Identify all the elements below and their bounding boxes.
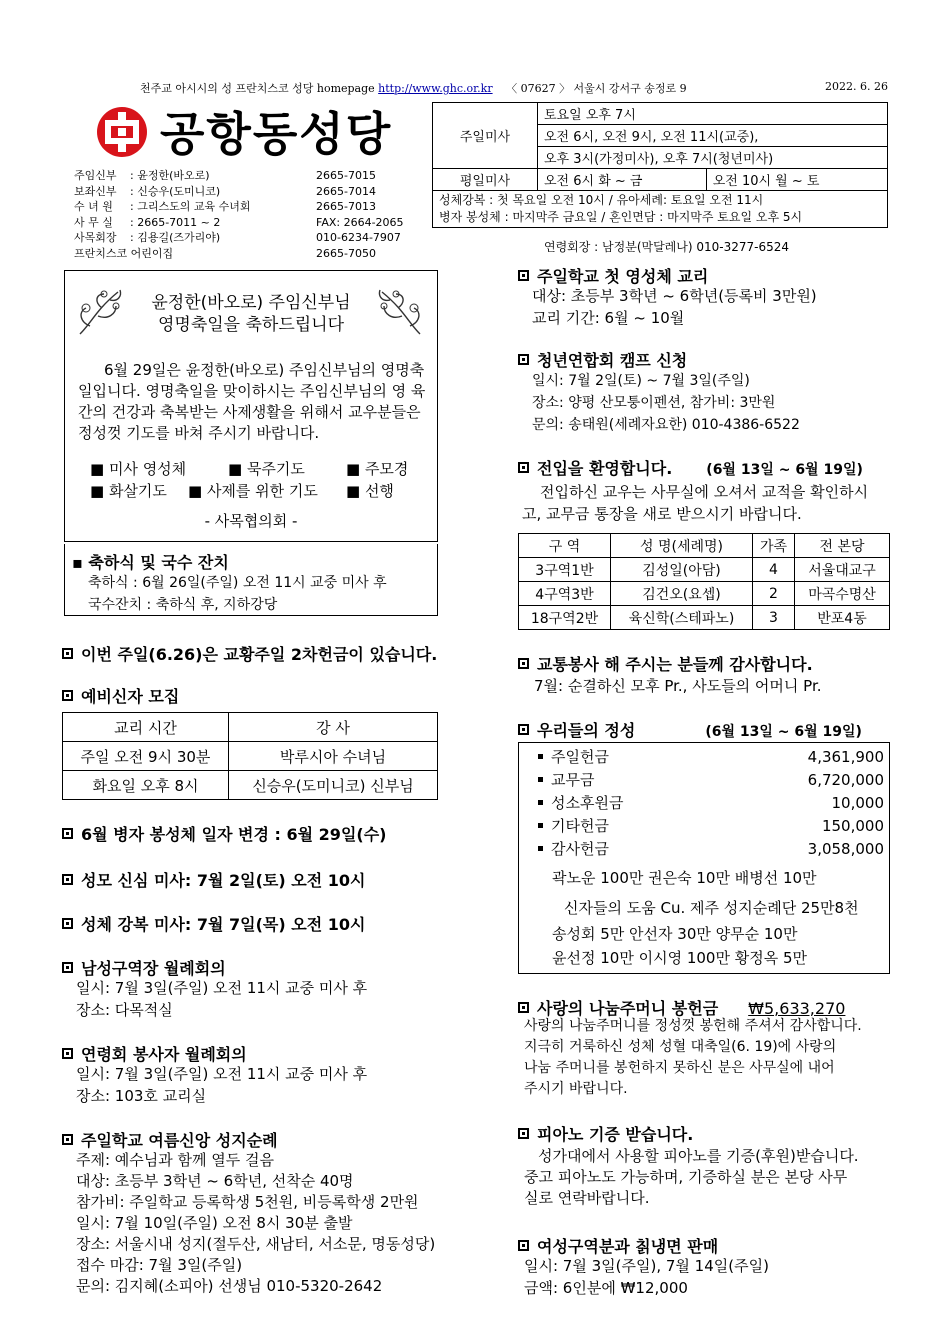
staff-phone: FAX: 2664-2065 xyxy=(316,215,404,229)
offering-row xyxy=(538,838,884,861)
sunday-mass-label: 주일미사 xyxy=(433,103,538,169)
offering-row xyxy=(538,792,884,815)
staff-phone: 2665-7050 xyxy=(316,246,376,260)
noodle-sale-line: 일시: 7월 3일(주일), 7월 14일(주일) xyxy=(524,1257,769,1275)
donor-line: 신자들의 도움 Cu. 제주 성지순례단 25만8천 xyxy=(564,899,859,917)
staff-role: 수 녀 원 xyxy=(74,200,113,213)
table-row xyxy=(63,742,438,771)
staff-name: : 신승우(도미니코) xyxy=(130,184,221,198)
table-header: 구 역 xyxy=(519,534,611,558)
youth-camp-line: 일시: 7월 2일(토) ~ 7월 3일(주일) xyxy=(532,373,750,389)
staff-phone: 2665-7013 xyxy=(316,200,376,213)
pilgrimage-line: 문의: 김지혜(소피아) 선생님 010-5320-2642 xyxy=(76,1277,383,1295)
staff-name: : 김용길(즈가리야) xyxy=(130,231,221,244)
bullet-icon xyxy=(62,690,73,701)
staff-phone: 2665-7014 xyxy=(316,184,376,198)
sacrament-line: 성체강복 : 첫 목요일 오전 10시 / 유아세례: 토요일 오전 11시 xyxy=(439,193,764,207)
bullet-icon xyxy=(518,724,529,735)
men-meeting-line: 장소: 다목적실 xyxy=(76,1001,173,1019)
funeral-committee-contact: 연령회장 : 남정분(막달레나) 010-3277-6524 xyxy=(544,240,790,254)
table-header: 교리 시간 xyxy=(63,713,229,742)
staff-name: : 윤정한(바오로) xyxy=(130,169,210,182)
table-cell: 주일 오전 9시 30분 xyxy=(63,742,229,771)
sick-communion-notice xyxy=(62,822,386,845)
list-item: ■ 화살기도 xyxy=(90,482,167,500)
offering-name: 교무금 xyxy=(551,771,595,789)
table-cell: 18구역2반 xyxy=(519,606,611,630)
staff-row xyxy=(74,246,404,262)
men-meeting-title: 남성구역장 월례회의 xyxy=(81,959,226,978)
benediction-mass-notice xyxy=(62,912,365,935)
pilgrimage-line: 대상: 초등부 3학년 ~ 6학년, 선착순 40명 xyxy=(76,1172,354,1190)
bullet-icon xyxy=(62,828,73,839)
offering-heading xyxy=(518,718,862,741)
party-line: 국수잔치 : 축하식 후, 지하강당 xyxy=(88,597,278,613)
catechumen-heading xyxy=(62,684,179,707)
feast-title-line: 윤정한(바오로) 주임신부님 xyxy=(151,293,351,313)
first-communion-line: 대상: 초등부 3학년 ~ 6학년(등록비 3만원) xyxy=(532,287,817,305)
love-pouch-title: 사랑의 나눔주머니 봉헌금 xyxy=(537,999,719,1018)
offering-row xyxy=(538,746,884,769)
pilgrimage-line: 참가비: 주일학교 등록학생 5천원, 비등록학생 2만원 xyxy=(76,1193,419,1211)
sunday-mass-time: 토요일 오후 7시 xyxy=(538,103,888,125)
table-header: 가족 xyxy=(753,534,795,558)
prayer-row xyxy=(90,458,430,480)
piano-title: 피아노 기증 받습니다. xyxy=(537,1125,694,1144)
table-cell: 3구역1반 xyxy=(519,558,611,582)
noodle-sale-heading xyxy=(518,1234,718,1257)
offering-label xyxy=(538,746,609,769)
table-cell: 반포4동 xyxy=(795,606,890,630)
bullet-icon xyxy=(538,823,543,828)
table-cell: 신승우(도미니코) 신부님 xyxy=(229,771,438,800)
party-line: 축하식 : 6월 26일(주일) 오전 11시 교중 미사 후 xyxy=(88,575,387,591)
staff-row xyxy=(74,184,404,200)
volunteer-meeting-line: 장소: 103호 교리실 xyxy=(76,1087,207,1105)
weekday-mass-label: 평일미사 xyxy=(433,169,538,191)
first-communion-title: 주일학교 첫 영성체 교리 xyxy=(537,267,709,286)
pilgrimage-line: 접수 마감: 7월 3일(주일) xyxy=(76,1256,243,1274)
list-item: ■ 사제를 위한 기도 xyxy=(188,482,318,500)
offering-label xyxy=(538,815,609,838)
bullet-icon xyxy=(538,777,543,782)
bulletin-date: 2022. 6. 26 xyxy=(825,80,888,93)
donor-line: 곽노운 100만 권은숙 10만 배병선 10만 xyxy=(552,869,817,887)
pilgrimage-line: 주제: 예수님과 함께 열두 걸음 xyxy=(76,1151,275,1169)
table-cell: 화요일 오후 8시 xyxy=(63,771,229,800)
love-pouch-amount: ₩5,633,270 xyxy=(748,999,846,1018)
sunday-mass-time: 오후 3시(가정미사), 오후 7시(청년미사) xyxy=(538,147,888,169)
header-line xyxy=(140,80,687,96)
offering-row xyxy=(538,769,884,792)
pilgrimage-line: 일시: 7월 10일(주일) 오전 8시 30분 출발 xyxy=(76,1214,353,1232)
welcome-line: 전입하신 교우는 사무실에 오셔서 교적을 확인하시 xyxy=(540,483,869,501)
offering-amount: 3,058,000 xyxy=(807,840,884,858)
traffic-heading xyxy=(518,652,813,675)
table-row xyxy=(433,191,888,228)
table-header: 전 본당 xyxy=(795,534,890,558)
bullet-icon xyxy=(518,658,529,669)
bullet-icon xyxy=(62,918,73,929)
pilgrimage-heading xyxy=(62,1128,278,1151)
offering-name: 주일헌금 xyxy=(551,748,609,766)
bullet-icon xyxy=(518,354,529,365)
table-row xyxy=(433,169,888,191)
love-pouch-line: 지극히 거룩하신 성체 성혈 대축일(6. 19)에 사랑의 xyxy=(524,1039,837,1055)
offering-name: 성소후원금 xyxy=(551,794,624,812)
volunteer-meeting-heading xyxy=(62,1042,247,1065)
bullet-icon xyxy=(518,1002,529,1013)
love-pouch-line: 나눔 주머니를 봉헌하지 못하신 분은 사무실에 내어 xyxy=(524,1060,835,1076)
love-pouch-text xyxy=(524,1016,862,1100)
table-cell: 마곡수명산 xyxy=(795,582,890,606)
list-item: ■ 미사 영성체 xyxy=(90,460,187,478)
staff-row xyxy=(74,199,404,215)
party-title: ▪ 축하식 및 국수 잔치 xyxy=(72,553,229,572)
staff-directory xyxy=(74,168,404,261)
welcome-heading xyxy=(518,456,863,479)
table-cell: 김건오(요셉) xyxy=(611,582,753,606)
table-row xyxy=(519,606,890,630)
benediction-text: 성체 강복 미사: 7월 7일(목) 오전 10시 xyxy=(81,915,366,934)
bullet-icon xyxy=(62,1048,73,1059)
table-row xyxy=(519,558,890,582)
table-cell: 육신학(스테파노) xyxy=(611,606,753,630)
piano-line: 실로 연락바랍니다. xyxy=(524,1189,650,1207)
offering-label xyxy=(538,838,609,861)
first-communion-line: 교리 기간: 6월 ~ 10월 xyxy=(532,309,685,327)
pilgrimage-line: 장소: 서울시내 성지(절두산, 새남터, 서소문, 명동성당) xyxy=(76,1235,436,1253)
bullet-icon xyxy=(518,462,529,473)
church-logo-icon xyxy=(96,106,148,158)
youth-camp-line: 장소: 양평 산모퉁이펜션, 참가비: 3만원 xyxy=(532,395,776,411)
table-cell: 김성일(아담) xyxy=(611,558,753,582)
donor-line: 송성회 5만 안선자 30만 양무순 10만 xyxy=(552,925,798,943)
volunteer-meeting-line: 일시: 7월 3일(주일) 오전 11시 교중 미사 후 xyxy=(76,1065,368,1083)
traffic-title: 교통봉사 해 주시는 분들께 감사합니다. xyxy=(537,655,813,674)
table-cell: 박루시아 수녀님 xyxy=(229,742,438,771)
offering-row xyxy=(538,815,884,838)
table-header: 성 명(세례명) xyxy=(611,534,753,558)
table-header: 강 사 xyxy=(229,713,438,742)
staff-row xyxy=(74,168,404,184)
offering-label xyxy=(538,769,594,792)
piano-line: 성가대에서 사용할 피아노를 기증(후원)받습니다. xyxy=(538,1147,859,1165)
staff-role: 사 무 실 xyxy=(74,215,113,229)
address: 〈 07627 〉 서울시 강서구 송정로 9 xyxy=(506,82,687,95)
page-title: 공항동성당 xyxy=(160,107,393,161)
mass-schedule-table xyxy=(432,102,888,228)
men-meeting-heading xyxy=(62,956,226,979)
bullet-icon xyxy=(538,754,543,759)
volunteer-meeting-title: 연령회 봉사자 월례회의 xyxy=(81,1045,247,1064)
catechism-table xyxy=(62,712,438,800)
pilgrimage-details xyxy=(76,1150,435,1297)
men-meeting-line: 일시: 7월 3일(주일) 오전 11시 교중 미사 후 xyxy=(76,979,368,997)
offering-name: 기타헌금 xyxy=(551,817,609,835)
feast-notice-title xyxy=(64,292,438,336)
staff-role: 프란치스코 어린이집 xyxy=(74,246,174,260)
feast-notice-body: 6월 29일은 윤정한(바오로) 주임신부님의 영명축일입니다. 영명축일을 맞이하시는 주임신부님의 영 육간의 건강과 축복받는 사제생활을 위해서 교우분들은 정성껏 기도를 바쳐 주시기 바랍니다. xyxy=(78,361,426,442)
piano-text xyxy=(524,1146,859,1209)
staff-row xyxy=(74,215,404,231)
offering-amount: 4,361,900 xyxy=(807,748,884,766)
bullet-icon xyxy=(538,800,543,805)
staff-phone: 2665-7015 xyxy=(316,169,376,182)
offering-name: 감사헌금 xyxy=(551,840,609,858)
parish-line: 천주교 아시시의 성 프란치스코 성당 homepage xyxy=(140,82,375,95)
bullet-icon xyxy=(62,648,73,659)
noodle-sale-line: 금액: 6인분에 ₩12,000 xyxy=(524,1279,688,1297)
prayer-list xyxy=(90,458,430,502)
bullet-icon xyxy=(518,1240,529,1251)
donor-line: 윤선정 10만 이시영 100만 황정옥 5만 xyxy=(552,949,807,967)
table-row xyxy=(519,582,890,606)
offering-amount: 6,720,000 xyxy=(807,771,884,789)
love-pouch-line: 주시기 바랍니다. xyxy=(524,1081,628,1097)
bullet-icon xyxy=(538,846,543,851)
table-cell: 4 xyxy=(753,558,795,582)
bullet-icon xyxy=(62,1134,73,1145)
offering-title: 우리들의 정성 xyxy=(537,721,636,740)
table-cell: 3 xyxy=(753,606,795,630)
feast-title-line: 영명축일을 축하드립니다 xyxy=(157,315,345,335)
devotion-text: 성모 신심 미사: 7월 2일(토) 오전 10시 xyxy=(81,871,366,890)
list-item: ■ 묵주기도 xyxy=(228,460,305,478)
noodle-sale-title: 여성구역분과 칡냉면 판매 xyxy=(537,1237,719,1256)
staff-role: 주임신부 xyxy=(74,169,117,182)
offering-period: (6월 13일 ~ 6월 19일) xyxy=(705,724,862,740)
traffic-line: 7월: 순결하신 모후 Pr., 사도들의 어머니 Pr. xyxy=(534,677,822,695)
pilgrimage-title: 주일학교 여름신앙 성지순례 xyxy=(81,1131,278,1150)
collection-notice xyxy=(62,642,437,665)
staff-role: 보좌신부 xyxy=(74,184,117,198)
staff-role: 사목회장 xyxy=(74,231,117,244)
offering-list xyxy=(538,746,884,861)
welcome-line: 고, 교무금 통장을 새로 받으시기 바랍니다. xyxy=(522,505,802,523)
table-cell: 2 xyxy=(753,582,795,606)
staff-phone: 010-6234-7907 xyxy=(316,231,401,244)
table-row xyxy=(63,771,438,800)
bullet-icon xyxy=(518,1128,529,1139)
welcome-title: 전입을 환영합니다. xyxy=(537,459,673,478)
piano-line: 중고 피아노도 가능하며, 기증하실 분은 본당 사무 xyxy=(524,1168,848,1186)
weekday-mass-time: 오전 10시 월 ~ 토 xyxy=(706,169,887,191)
table-row xyxy=(519,534,890,558)
sunday-mass-time: 오전 6시, 오전 9시, 오전 11시(교중), xyxy=(538,125,888,147)
prayer-row xyxy=(90,480,430,502)
bullet-icon xyxy=(62,962,73,973)
sacrament-line: 병자 봉성체 : 마지막주 금요일 / 혼인면담 : 마지막주 토요일 오후 5시 xyxy=(439,210,803,224)
bullet-icon xyxy=(518,270,529,281)
youth-camp-title: 청년연합회 캠프 신청 xyxy=(537,351,688,370)
offering-amount: 150,000 xyxy=(821,817,884,835)
piano-heading xyxy=(518,1122,693,1145)
table-row xyxy=(63,713,438,742)
weekday-mass-time: 오전 6시 화 ~ 금 xyxy=(538,169,707,191)
offering-label xyxy=(538,792,623,815)
first-communion-heading xyxy=(518,264,708,287)
bullet-icon xyxy=(62,874,73,885)
staff-name: : 그리스도의 교육 수녀회 xyxy=(130,200,251,213)
newcomer-table xyxy=(518,533,890,630)
list-item: ■ 주모경 xyxy=(346,460,409,478)
catechumen-title: 예비신자 모집 xyxy=(81,687,180,706)
table-cell: 서울대교구 xyxy=(795,558,890,582)
list-item: ■ 선행 xyxy=(346,482,394,500)
staff-row xyxy=(74,230,404,246)
youth-camp-heading xyxy=(518,348,687,371)
table-row xyxy=(433,103,888,125)
youth-camp-line: 문의: 송태원(세례자요한) 010-4386-6522 xyxy=(532,417,800,433)
homepage-link[interactable]: http://www.ghc.or.kr xyxy=(378,82,493,95)
love-pouch-line: 사랑의 나눔주머니를 정성껏 봉헌해 주셔서 감사합니다. xyxy=(524,1018,862,1034)
staff-name: : 2665-7011 ~ 2 xyxy=(130,215,221,229)
welcome-period: (6월 13일 ~ 6월 19일) xyxy=(706,462,863,478)
notice-signature: - 사목협의회 - xyxy=(204,512,298,530)
devotion-mass-notice xyxy=(62,868,365,891)
offering-amount: 10,000 xyxy=(831,794,884,812)
sacrament-info xyxy=(433,191,888,228)
sick-text: 6월 병자 봉성체 일자 변경 : 6월 29일(수) xyxy=(81,825,387,844)
table-cell: 4구역3반 xyxy=(519,582,611,606)
collection-text: 이번 주일(6.26)은 교황주일 2차헌금이 있습니다. xyxy=(81,645,438,664)
